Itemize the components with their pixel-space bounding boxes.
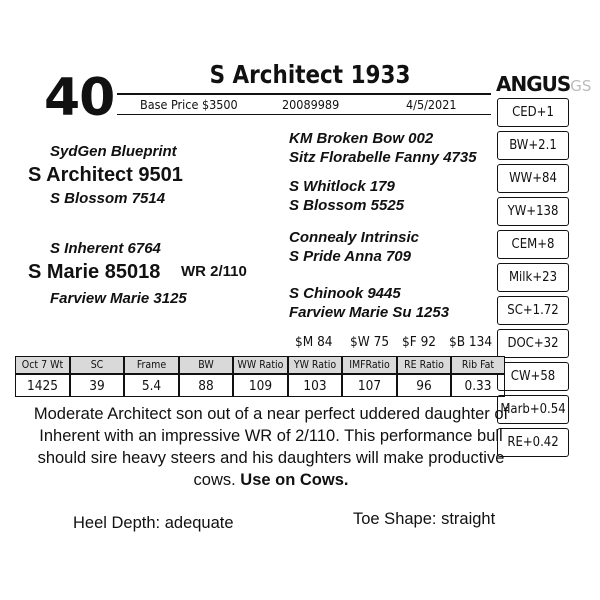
table-header: Oct 7 Wt [15,356,70,374]
pedigree-sire-dam: S Blossom 7514 [50,190,166,207]
table-header: BW [179,356,233,374]
pedigree-dam-sire: S Inherent 6764 [50,240,161,257]
animal-name: S Architect 1933 [209,60,411,89]
pedigree-dam: S Marie 85018 [28,261,161,283]
epd-bw: BW+2.1 [497,131,569,160]
description-emphasis: Use on Cows. [240,471,349,489]
pedigree-ds-sire: Connealy Intrinsic [289,229,420,246]
breed-logo-main: ANGUS [496,72,571,96]
table-cell: 96 [397,374,451,397]
table-cell: 39 [70,374,124,397]
dollar-f: $F 92 [402,334,437,350]
table-cell: 88 [179,374,233,397]
table-header: Rib Fat [451,356,505,374]
base-price: Base Price $3500 [140,97,238,112]
registration-number: 20089989 [282,97,340,112]
description-text: Moderate Architect son out of a near perfect uddered daughter of Inherent with an impressive WR of 2/110. This performance bull should sire heavy steers and his daughters will make productive cows. [33,405,509,489]
epd-ced: CED+1 [497,98,569,127]
title-divider [117,93,491,95]
table-header: IMFRatio [342,356,397,374]
pedigree-dd-sire: S Chinook 9445 [289,285,401,302]
epd-cem: CEM+8 [497,230,569,259]
dollar-w: $W 75 [350,334,390,350]
performance-table [15,356,505,397]
dollar-m: $M 84 [295,334,333,350]
table-cell: 107 [342,374,397,397]
pedigree-ds-dam: S Pride Anna 709 [289,248,411,265]
pedigree-sire: S Architect 9501 [28,164,183,186]
pedigree-sd-sire: S Whitlock 179 [289,178,395,195]
table-header: YW Ratio [288,356,342,374]
pedigree-ss-sire: KM Broken Bow 002 [289,130,434,147]
table-cell: 5.4 [124,374,179,397]
epd-sc: SC+1.72 [497,296,569,325]
epd-yw: YW+138 [497,197,569,226]
table-cell: 1425 [15,374,70,397]
pedigree-dam-dam: Farview Marie 3125 [50,290,187,307]
info-bar [118,96,490,113]
pedigree-ss-dam: Sitz Florabelle Fanny 4735 [289,149,477,166]
epd-re: RE+0.42 [497,428,569,457]
table-cell: 109 [233,374,288,397]
info-divider [117,114,491,115]
table-header: Frame [124,356,179,374]
breed-logo [496,72,591,98]
table-cell: 103 [288,374,342,397]
performance-value-row [15,374,505,397]
epd-ww: WW+84 [497,164,569,193]
toe-shape: Toe Shape: straight [353,510,496,528]
table-cell: 0.33 [451,374,505,397]
pedigree-sd-dam: S Blossom 5525 [289,197,405,214]
epd-milk: Milk+23 [497,263,569,292]
performance-header-row [15,356,505,374]
pedigree-dd-dam: Farview Marie Su 1253 [289,304,450,321]
description [30,403,512,491]
birth-date: 4/5/2021 [406,97,457,112]
breed-logo-suffix: GS [570,77,592,95]
epd-doc: DOC+32 [497,329,569,358]
epd-marb: Marb+0.54 [497,395,569,424]
dam-weaning-ratio: WR 2/110 [181,263,247,280]
dollar-b: $B 134 [449,334,493,350]
pedigree-sire-sire: SydGen Blueprint [50,143,177,160]
table-header: WW Ratio [233,356,288,374]
lot-number: 40 [44,68,115,128]
table-header: RE Ratio [397,356,451,374]
epd-cw: CW+58 [497,362,569,391]
table-header: SC [70,356,124,374]
heel-depth: Heel Depth: adequate [73,514,234,532]
